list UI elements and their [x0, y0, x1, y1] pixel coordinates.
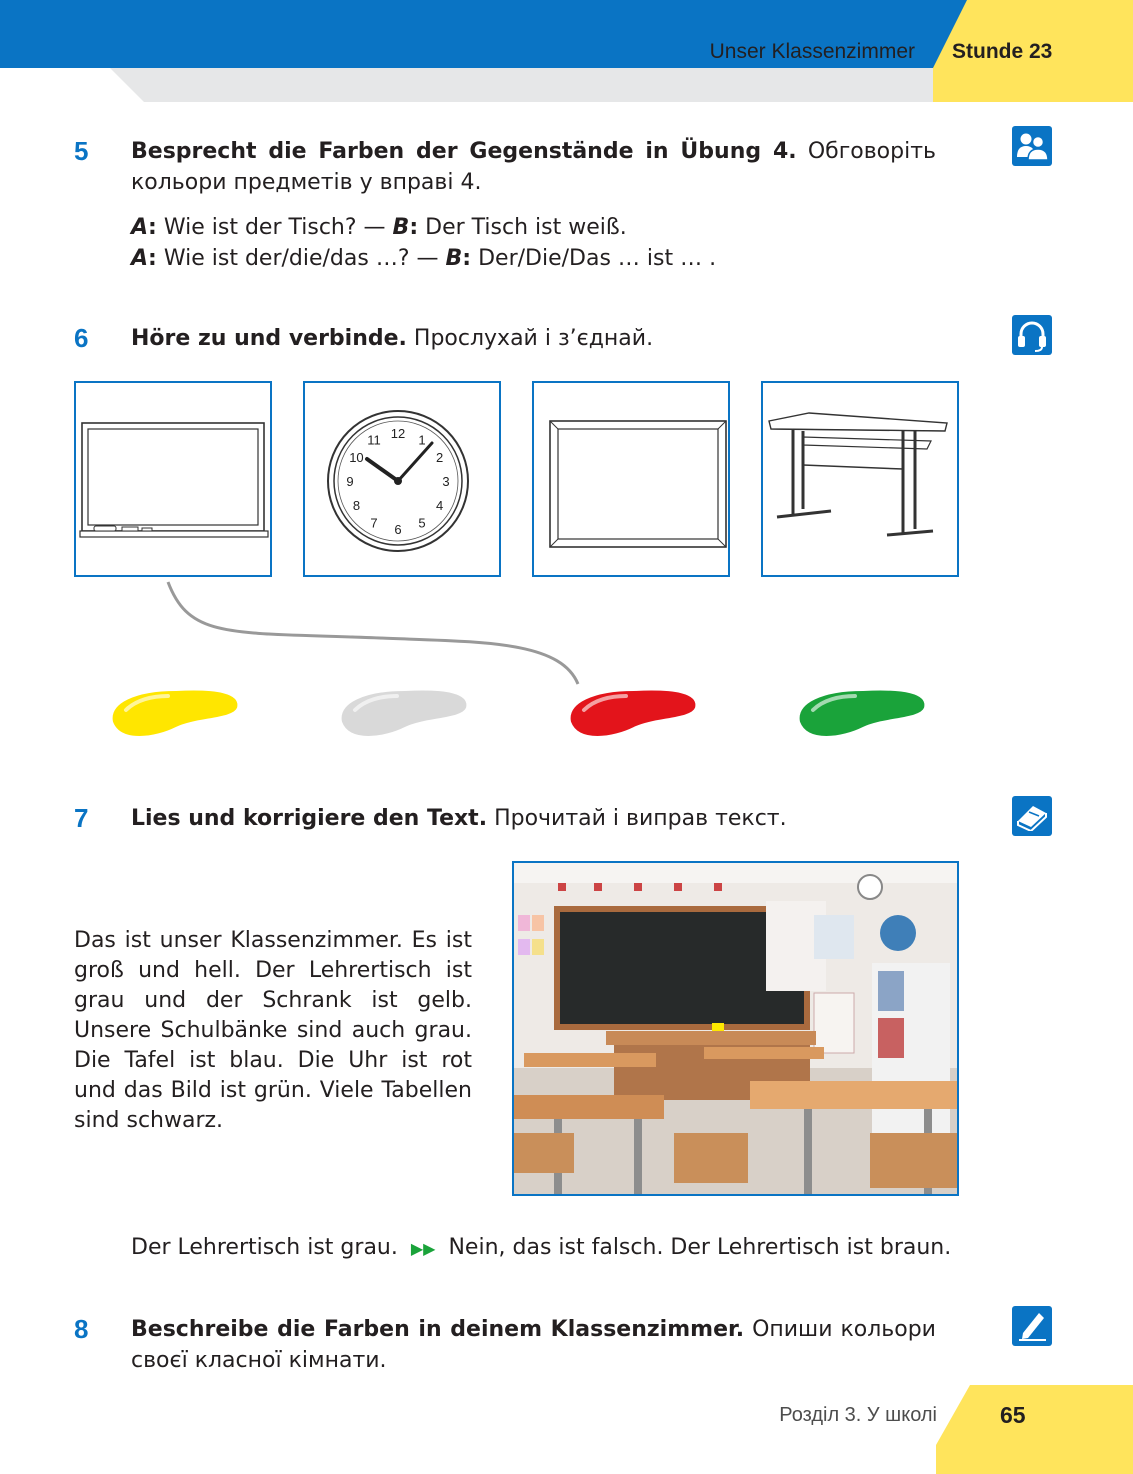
exercise-7-instruction: [131, 803, 936, 834]
instruction-german: Beschreibe die Farben in deinem Klassenzimmer.: [131, 1317, 745, 1342]
clock-number: 3: [442, 474, 450, 489]
picture-frame-picture[interactable]: [532, 381, 730, 577]
clock-number: 2: [435, 450, 444, 465]
instruction-ukrainian: Прослухай і з’єднай.: [413, 326, 654, 351]
instruction-ukrainian: Обговоріть кольори предметів у вправі 4.: [131, 139, 936, 195]
classroom-photo: [512, 861, 959, 1196]
pair-work-icon: [1012, 126, 1052, 166]
example-correction: Nein, das ist falsch. Der Lehrertisch ist braun.: [448, 1235, 952, 1260]
instruction-german: Lies und korrigiere den Text.: [131, 806, 488, 831]
book-icon: [1012, 796, 1052, 836]
clock-number: 7: [370, 515, 378, 531]
dialog-line: A: Wie ist der Tisch? — B: Der Tisch ist weiß.: [131, 215, 627, 240]
reading-text: Das ist unser Klassenzimmer. Es ist groß und hell. Der Lehrertisch ist grau und der Schrank ist gelb. Unsere Schulbänke sind auch grau. Die Tafel ist blau. Die Uhr ist rot und das Bild ist grün. Viele Tabellen sind schwarz.: [74, 928, 472, 1133]
clock-number: 6: [394, 522, 402, 537]
header-shadow-stripe: [110, 68, 940, 102]
clock-picture[interactable]: [303, 381, 501, 577]
clock-number: 5: [418, 515, 426, 531]
exercise-number: 7: [74, 803, 89, 833]
example-statement: Der Lehrertisch ist grau.: [131, 1235, 398, 1260]
clock-number: 11: [367, 432, 381, 448]
exercise-8-instruction: [131, 1314, 936, 1376]
exercise-number: 8: [74, 1314, 89, 1344]
headphones-icon: [1012, 315, 1052, 355]
connecting-line: [150, 580, 590, 690]
exercise-number: 6: [74, 323, 89, 353]
chapter-title: Unser Klassenzimmer: [709, 40, 915, 63]
page-number-tab: [936, 1385, 1133, 1474]
page-number: 65: [1000, 1402, 1026, 1428]
section-label: Розділ 3. У школі: [779, 1404, 937, 1426]
dialog-line: A: Wie ist der/die/das …? — B: Der/Die/Das … ist … .: [131, 246, 717, 271]
clock-number: 1: [418, 432, 426, 448]
instruction-ukrainian: Опиши кольори своєї класної кімнати.: [131, 1317, 936, 1373]
double-arrow-icon: ▶▶: [410, 1239, 436, 1258]
instruction-german: Besprecht die Farben der Gegenstände in Übung 4.: [131, 139, 797, 164]
red-color-blob[interactable]: [564, 682, 704, 746]
clock-number: 4: [435, 498, 444, 513]
instruction-ukrainian: Прочитай і виправ текст.: [494, 806, 787, 831]
school-desk-picture[interactable]: [761, 381, 959, 577]
instruction-german: Höre zu und verbinde.: [131, 326, 407, 351]
exercise-5-instruction: [131, 136, 936, 198]
clock-number: 12: [390, 426, 406, 441]
grey-color-blob[interactable]: [335, 682, 475, 746]
clock-number: 9: [346, 474, 354, 489]
chalkboard-picture[interactable]: [74, 381, 272, 577]
clock-number: 8: [352, 498, 361, 513]
green-color-blob[interactable]: [793, 682, 933, 746]
pencil-writing-icon: [1012, 1306, 1052, 1346]
exercise-6-instruction: [131, 323, 936, 354]
yellow-color-blob[interactable]: [106, 682, 246, 746]
clock-number: 10: [349, 450, 364, 465]
exercise-number: 5: [74, 136, 89, 166]
lesson-label: Stunde 23: [952, 40, 1053, 63]
example-answer: [131, 1232, 951, 1264]
